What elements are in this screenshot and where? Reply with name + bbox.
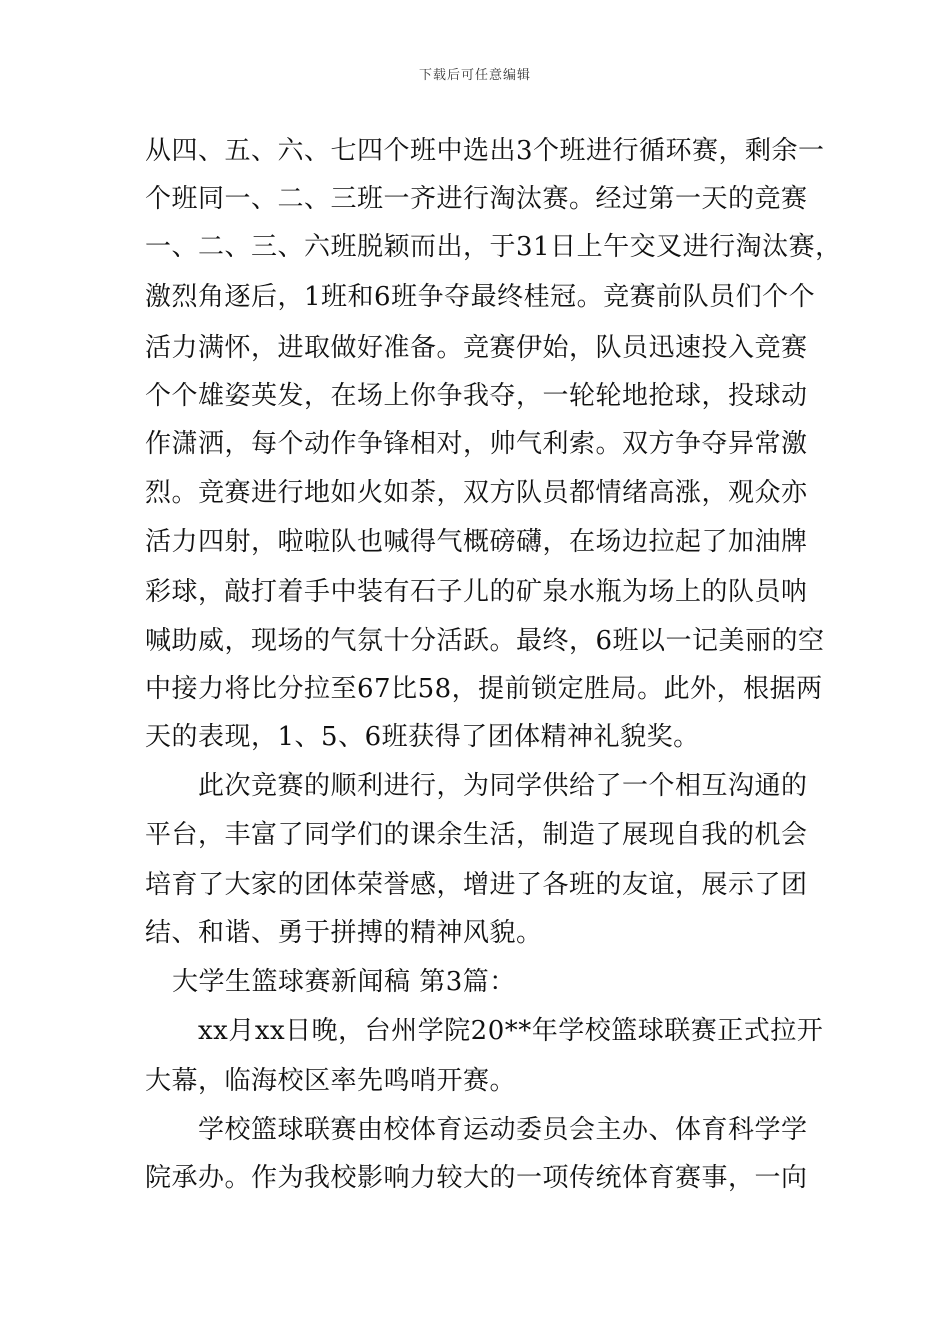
paragraph-line: 学校篮球联赛由校体育运动委员会主办、体育科学学 xyxy=(198,1115,808,1145)
paragraph-line: 大幕，临海校区率先鸣哨开赛。 xyxy=(145,1066,517,1096)
paragraph-line: 天的表现，1、5、6班获得了团体精神礼貌奖。 xyxy=(145,722,700,752)
paragraph-line: 院承办。作为我校影响力较大的一项传统体育赛事，一向 xyxy=(145,1163,808,1193)
paragraph-line: 个个雄姿英发，在场上你争我夺，一轮轮地抢球，投球动 xyxy=(145,381,808,411)
paragraph-line: 彩球，敲打着手中装有石子儿的矿泉水瓶为场上的队员呐 xyxy=(145,577,808,607)
paragraph-line: xx月xx日晚，台州学院20**年学校篮球联赛正式拉开 xyxy=(198,1016,824,1046)
paragraph-line: 个班同一、二、三班一齐进行淘汰赛。经过第一天的竞赛 xyxy=(145,184,808,214)
paragraph-line: 平台，丰富了同学们的课余生活，制造了展现自我的机会 xyxy=(145,820,808,850)
paragraph-line: 作潇洒，每个动作争锋相对，帅气利索。双方争夺异常激 xyxy=(145,429,808,459)
paragraph-line: 一、二、三、六班脱颖而出，于31日上午交叉进行淘汰赛， xyxy=(145,232,842,262)
paragraph-line: 激烈角逐后，1班和6班争夺最终桂冠。竞赛前队员们个个 xyxy=(145,282,816,312)
paragraph-line: 结、和谐、勇于拼搏的精神风貌。 xyxy=(145,918,543,948)
paragraph-line: 喊助威，现场的气氛十分活跃。最终，6班以一记美丽的空 xyxy=(145,626,825,656)
page-header-note: 下载后可任意编辑 xyxy=(418,68,531,83)
paragraph-line: 中接力将比分拉至67比58，提前锁定胜局。此外，根据两 xyxy=(145,674,823,704)
paragraph-line: 活力四射，啦啦队也喊得气概磅礴，在场边拉起了加油牌 xyxy=(145,527,808,557)
paragraph-line: 烈。竞赛进行地如火如荼，双方队员都情绪高涨，观众亦 xyxy=(145,478,808,508)
paragraph-line: 从四、五、六、七四个班中选出3个班进行循环赛，剩余一 xyxy=(145,136,825,166)
paragraph-line: 培育了大家的团体荣誉感，增进了各班的友谊，展示了团 xyxy=(145,870,808,900)
paragraph-line: 此次竞赛的顺利进行，为同学供给了一个相互沟通的 xyxy=(198,771,808,801)
section-title: 大学生篮球赛新闻稿 第3篇： xyxy=(172,967,516,997)
paragraph-line: 活力满怀，进取做好准备。竞赛伊始，队员迅速投入竞赛 xyxy=(145,333,808,363)
